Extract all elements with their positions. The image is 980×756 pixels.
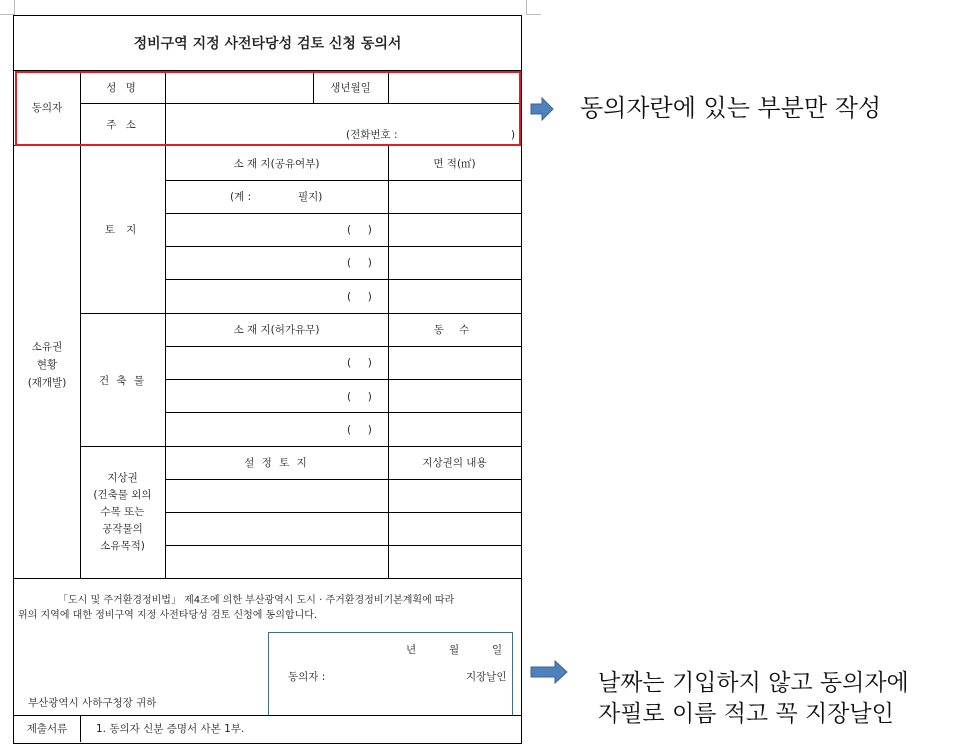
annotation-note-2-line2: 자필로 이름 적고 꼭 지장날인 <box>598 701 894 727</box>
building-count-header: 동 수 <box>433 324 476 336</box>
land-row-paren: ( ) <box>347 224 372 236</box>
land-row-paren: ( ) <box>347 257 372 269</box>
recipient-line: 부산광역시 사하구청장 귀하 <box>28 697 157 709</box>
address-label: 주 소 <box>106 119 139 131</box>
page-corner-mark-top-right <box>526 0 541 15</box>
ownership-label-line3: (재개발) <box>27 377 67 389</box>
consent-statement-line2: 위의 지역에 대한 정비구역 지정 사전타당성 검토 신청에 동의합니다. <box>18 610 318 621</box>
signature-highlight-box <box>268 632 513 716</box>
surface-right-label-line2: (건축물 외의 <box>93 489 152 501</box>
surface-right-label-line4: 공작물의 <box>102 523 143 535</box>
surface-right-label-line5: 소유목적) <box>100 540 145 552</box>
land-label: 토 지 <box>104 224 141 236</box>
page-corner-mark-top-left <box>0 0 15 15</box>
surface-right-label-line3: 수목 또는 <box>100 506 145 518</box>
land-total-open: (계 : <box>230 191 252 203</box>
annotation-note-2-line1: 날짜는 기입하지 않고 동의자에 <box>598 670 909 696</box>
date-day: 일 <box>492 644 503 656</box>
building-label: 건 축 물 <box>98 375 147 387</box>
date-month: 월 <box>449 644 460 656</box>
ownership-label-line2: 현황 <box>36 359 58 371</box>
consenter-highlight-box <box>15 71 521 146</box>
signer-label: 동의자 : <box>288 671 326 683</box>
consenter-label: 동의자 <box>31 102 63 114</box>
date-year: 년 <box>406 644 417 656</box>
building-location-header: 소 재 지(허가유무) <box>233 324 320 336</box>
arrow-right-icon <box>530 660 568 684</box>
documents-label: 제출서류 <box>26 723 68 735</box>
arrow-right-icon <box>530 97 554 121</box>
form-title: 정비구역 지정 사전타당성 검토 신청 동의서 <box>133 36 402 52</box>
building-row-paren: ( ) <box>347 424 372 436</box>
land-location-header: 소 재 지(공유여부) <box>233 158 320 170</box>
surface-right-content-header: 지상권의 내용 <box>422 457 487 469</box>
seal-label: 지장날인 <box>466 671 507 683</box>
name-label: 성 명 <box>106 82 139 94</box>
land-area-header: 면 적(㎡) <box>433 158 476 170</box>
building-row-paren: ( ) <box>347 391 372 403</box>
annotation-note-1: 동의자란에 있는 부분만 작성 <box>580 94 882 122</box>
birth-date-label: 생년월일 <box>330 82 371 94</box>
phone-label: (전화번호 : <box>346 129 398 141</box>
surface-right-land-header: 설 정 토 지 <box>244 457 309 469</box>
land-total-close: 필지) <box>298 191 323 203</box>
ownership-label-line1: 소유권 <box>31 341 63 353</box>
phone-close-paren: ) <box>511 129 516 141</box>
building-row-paren: ( ) <box>347 357 372 369</box>
land-row-paren: ( ) <box>347 291 372 303</box>
documents-value: 1. 동의자 신분 증명서 사본 1부. <box>96 723 245 735</box>
surface-right-label-line1: 지상권 <box>107 472 138 484</box>
consent-statement-line1: 「도시 및 주거환경정비법」 제4조에 의한 부산광역시 도시 · 주거환경정비기본계획에 따라 <box>58 595 455 606</box>
